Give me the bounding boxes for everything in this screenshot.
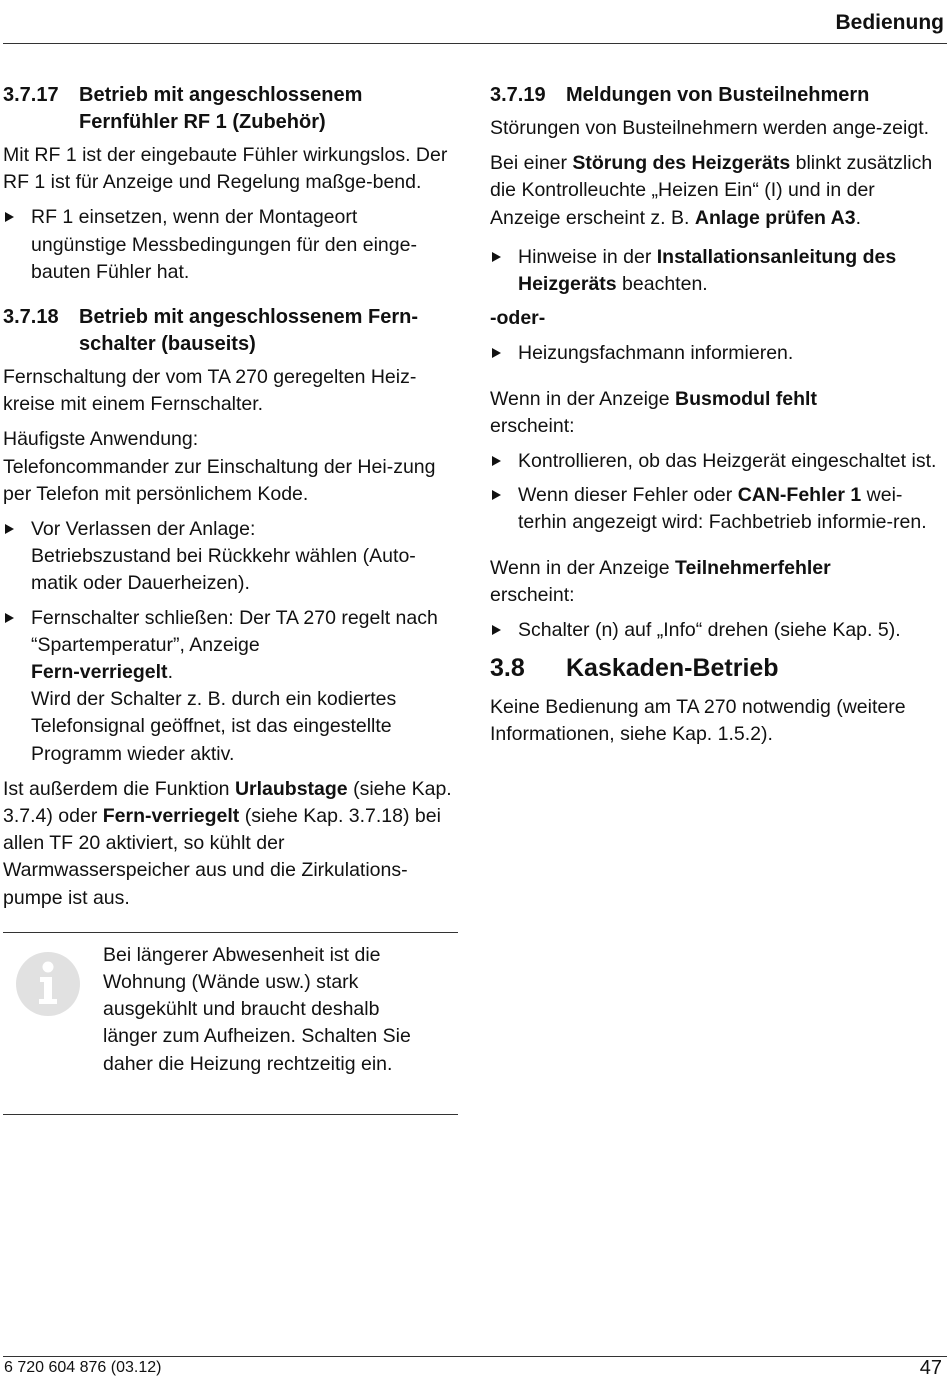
bullet-triangle-icon	[492, 456, 501, 466]
paragraph: Häufigste Anwendung: Telefoncommander zur Einschaltung der Hei-zung per Telefon mit persönlichem Kode.	[3, 428, 436, 505]
bullet-triangle-icon	[492, 490, 501, 500]
section-number: 3.7.17	[3, 84, 59, 106]
bullet-triangle-icon	[492, 625, 501, 635]
paragraph: Wenn in der Anzeige Teilnehmerfehler erscheint:	[490, 556, 831, 606]
list-item: Kontrollieren, ob das Heizgerät eingeschaltet ist.	[490, 448, 945, 475]
list-item: Hinweise in der Installationsanleitung des Heizgeräts beachten.	[490, 244, 945, 298]
section-title: Betrieb mit angeschlossenem Fernfühler RF 1 (Zubehör)	[79, 84, 363, 133]
document-number: 6 720 604 876 (03.12)	[4, 1359, 162, 1376]
bullet-list	[3, 204, 458, 286]
section-3-7-19-heading	[490, 82, 945, 109]
section-title: Kaskaden-Betrieb	[566, 654, 779, 683]
paragraph: Wenn in der Anzeige Busmodul fehlt erscheint:	[490, 387, 817, 437]
left-column	[3, 82, 458, 1115]
bullet-triangle-icon	[492, 348, 501, 358]
paragraph: Fernschaltung der vom TA 270 geregelten Heiz-kreise mit einem Fernschalter.	[3, 366, 417, 416]
section-3-7-18-heading	[3, 304, 458, 358]
oder-label: -oder-	[490, 307, 546, 330]
list-item: Vor Verlassen der Anlage: Betriebszustand bei Rückkehr wählen (Auto-matik oder Dauerheizen).	[3, 516, 458, 598]
list-item: Heizungsfachmann informieren.	[490, 340, 945, 367]
page-number: 47	[919, 1357, 942, 1379]
bullet-list	[490, 244, 945, 298]
info-note-box	[3, 932, 458, 1115]
bullet-list	[490, 617, 945, 644]
list-item: Fernschalter schließen: Der TA 270 regelt nach “Spartemperatur”, Anzeige Fern-verriegelt. Wird der Schalter z. B. durch ein kodiertes Telefonsignal geöffnet, ist das eingestellte Programm wieder aktiv.	[3, 605, 458, 768]
bullet-triangle-icon	[5, 212, 14, 222]
section-title: Betrieb mit angeschlossenem Fern-schalter (bauseits)	[79, 306, 418, 356]
right-column	[490, 82, 945, 757]
list-item: RF 1 einsetzen, wenn der Montageort ungünstige Messbedingungen für den einge-bauten Fühler hat.	[3, 204, 458, 286]
note-text: Bei längerer Abwesenheit ist die Wohnung (Wände usw.) stark ausgekühlt und braucht deshalb länger zum Aufheizen. Schalten Sie daher die Heizung rechtzeitig ein.	[103, 943, 411, 1075]
chapter-title: Bedienung	[835, 11, 944, 34]
section-number: 3.7.18	[3, 306, 59, 329]
section-title: Meldungen von Busteilnehmern	[566, 84, 870, 106]
paragraph: Störungen von Busteilnehmern werden ange-zeigt.	[490, 117, 930, 139]
bullet-list	[3, 516, 458, 768]
section-number: 3.8	[490, 654, 525, 683]
bullet-list	[490, 448, 945, 537]
list-item: Schalter (n) auf „Info“ drehen (siehe Kap. 5).	[490, 617, 945, 644]
paragraph: Keine Bedienung am TA 270 notwendig (weitere Informationen, siehe Kap. 1.5.2).	[490, 696, 906, 746]
paragraph: Bei einer Störung des Heizgeräts blinkt zusätzlich die Kontrolleuchte „Heizen Ein“ (I) und in der Anzeige erscheint z. B. Anlage prüfen A3.	[490, 152, 933, 229]
bullet-triangle-icon	[492, 252, 501, 262]
section-number: 3.7.19	[490, 84, 546, 106]
page-header	[0, 0, 950, 46]
section-3-8-heading	[490, 652, 945, 684]
footer-rule	[3, 1356, 947, 1357]
header-rule	[3, 43, 947, 44]
bullet-triangle-icon	[5, 524, 14, 534]
page-footer	[0, 1356, 950, 1381]
paragraph: Mit RF 1 ist der eingebaute Fühler wirkungslos. Der RF 1 ist für Anzeige und Regelung maßge-bend.	[3, 144, 448, 194]
section-3-7-17-heading	[3, 82, 458, 136]
list-item: Wenn dieser Fehler oder CAN-Fehler 1 wei-terhin angezeigt wird: Fachbetrieb informie-ren.	[490, 482, 945, 536]
bullet-triangle-icon	[5, 613, 14, 623]
info-icon	[15, 951, 81, 1017]
paragraph: Ist außerdem die Funktion Urlaubstage (siehe Kap. 3.7.4) oder Fern-verriegelt (siehe Kap. 3.7.18) bei allen TF 20 aktiviert, so kühlt der Warmwasserspeicher aus und die Zirkulations-pumpe ist aus.	[3, 777, 452, 909]
bullet-list	[490, 340, 945, 367]
